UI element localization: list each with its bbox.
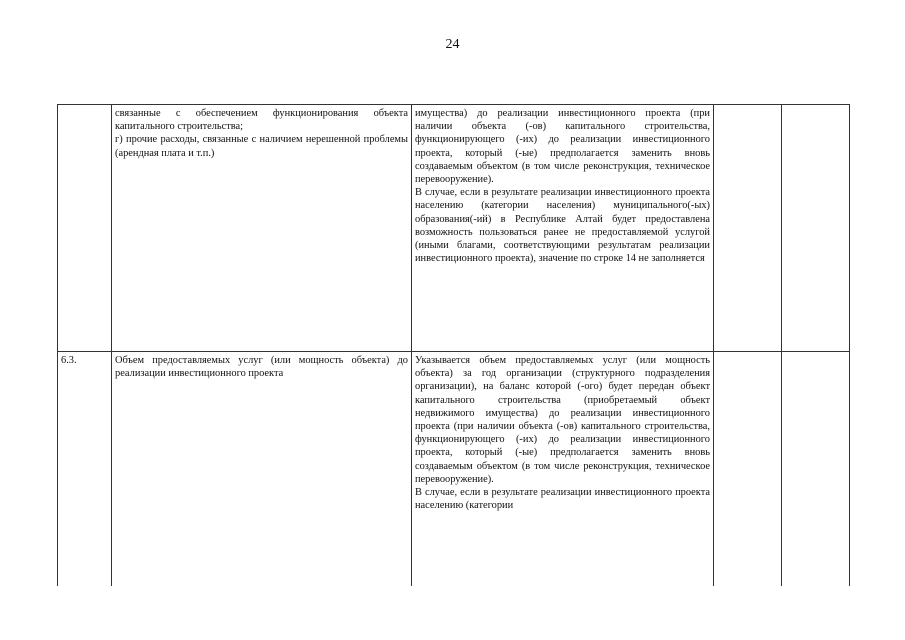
value-cell bbox=[714, 352, 782, 586]
instruction-text: Указывается объем предоставляемых услуг (или мощность объекта) за год организации (структурного подразделения организации), на баланс которой (-ого) будет передан объект капитального строительства (приобретаемый объект недвижимого имущества) до реализации инвестиционного проекта (при наличии объекта (-ов) капитального строительства, функционирующего (-их) до реализации инвестиционного проекта, который (-ые) предполагается заменить вновь создаваемым объектом (в том числе реконструкция, техническое перевооружение). bbox=[415, 355, 710, 485]
instruction-text: В случае, если в результате реализации инвестиционного проекта населению (категории bbox=[415, 487, 710, 512]
indicator-text: г) прочие расходы, связанные с наличием нерешенной проблемы (арендная плата и т.п.) bbox=[115, 134, 408, 159]
instruction-cell bbox=[412, 105, 714, 352]
value-cell bbox=[782, 352, 850, 586]
value-cell bbox=[782, 105, 850, 352]
document-table bbox=[57, 104, 850, 586]
table-row bbox=[58, 352, 850, 586]
instruction-text: имущества) до реализации инвестиционного проекта (при наличии объекта (-ов) капитального строительства, функционирующего (-их) до реализации инвестиционного проекта, который (-ые) предполагается заменить вновь создаваемым объектом (в том числе реконструкция, техническое перевооружение). bbox=[415, 108, 710, 186]
page-number: 24 bbox=[445, 37, 460, 52]
value-cell bbox=[714, 105, 782, 352]
row-number-cell bbox=[58, 105, 112, 352]
indicator-text: Объем предоставляемых услуг (или мощность объекта) до реализации инвестиционного проекта bbox=[115, 355, 408, 380]
indicator-text: связанные с обеспечением функционирования объекта капитального строительства; bbox=[115, 108, 408, 133]
row-number-cell: 6.3. bbox=[58, 352, 112, 586]
indicator-name-cell bbox=[112, 105, 412, 352]
instruction-cell bbox=[412, 352, 714, 586]
table-row bbox=[58, 105, 850, 352]
indicator-name-cell bbox=[112, 352, 412, 586]
instruction-text: В случае, если в результате реализации инвестиционного проекта населению (категории населения) муниципального(-ых) образования(-ий) в Республике Алтай будет предоставлена возможность пользоваться ранее не предоставляемой услугой (иными благами, соответствующими результатам реализации инвестиционного проекта), значение по строке 14 не заполняется bbox=[415, 187, 710, 265]
